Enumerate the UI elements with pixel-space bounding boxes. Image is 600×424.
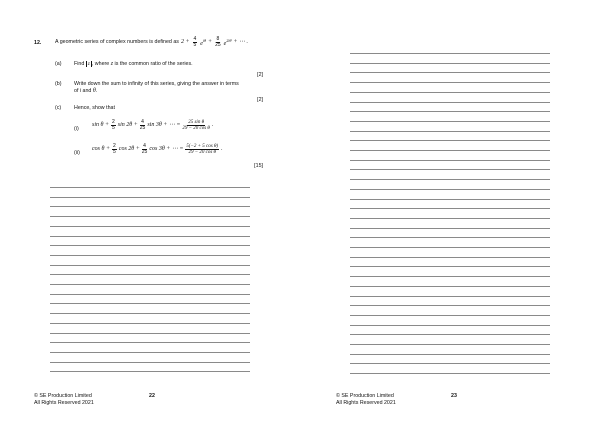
answer-line [350,247,550,248]
series-term-1-exp [200,38,206,48]
page-number: 23 [451,393,457,399]
answer-line [350,228,550,229]
part-c-i-rhs-den: 29 − 20 cos θ [182,126,210,132]
answer-line [50,274,250,275]
part-c-i-equation [92,120,213,131]
part-b-label: (b) [55,81,62,87]
part-c-i-rhs-num: 25 sin θ [188,120,205,125]
answer-line [350,63,550,64]
answer-line [350,334,550,335]
exam-page-23 [300,0,600,424]
answer-line [50,216,250,217]
part-c-ii-rhs-fraction [185,144,219,155]
answer-line [50,371,250,372]
answer-line [350,82,550,83]
answer-line [350,344,550,345]
series-term-1-numerator: 4 [193,36,197,42]
part-c-ii-term-1: cos 2θ + [118,146,140,153]
part-b-line-1: Write down the sum to infinity of this series, giving the answer in terms [74,81,239,87]
part-c-label: (c) [55,105,62,111]
series-term-1-base: e [200,40,203,47]
question-intro-text: A geometric series of complex numbers is defined as [55,39,179,46]
answer-line [350,363,550,364]
part-b-theta: θ [92,88,96,94]
series-tail: + ⋯ . [233,39,248,46]
footer-rights: All Rights Reserved 2021 [34,400,94,406]
series-first-term: 2 + [180,39,190,46]
series-term-1-denominator: 5 [193,42,197,49]
part-c-i-label: (i) [74,126,79,132]
answer-line [50,313,250,314]
part-b-marks: [2] [257,97,263,103]
answer-line [350,276,550,277]
part-a-label: (a) [55,61,62,67]
part-c-i-fraction-1-den: 5 [112,125,115,132]
part-a-text-before: Find [74,61,85,67]
answer-line [50,284,250,285]
part-b-line-2-before: of i and [74,88,92,94]
part-c-ii-rhs-num: 5(−2 + 5 cos θ) [186,144,219,149]
series-term-2-power: 2iθ [226,37,232,43]
answer-line [50,333,250,334]
part-c-i-rhs-fraction [182,120,210,131]
part-a-text-end: is the common ratio of the series. [114,61,193,67]
part-c-ii-term-2: cos 3θ + ⋯ = [149,146,184,153]
page-number: 22 [149,393,155,399]
answer-line [350,257,550,258]
footer-company: © SE Production Limited [336,393,394,399]
part-c-ii-label: (ii) [74,150,80,156]
answer-line [350,266,550,267]
answer-line [350,296,550,297]
answer-line [350,169,550,170]
part-c-i-end: . [211,122,214,129]
question-intro-line [55,37,248,48]
answer-line [50,206,250,207]
answer-line [350,305,550,306]
series-term-2-numerator: 8 [216,36,220,42]
answer-line [50,352,250,353]
part-c-i-term-1: sin 2θ + [117,122,138,129]
footer-rights: All Rights Reserved 2021 [336,400,396,406]
series-term-2-base: e [223,40,227,47]
answer-line [350,208,550,209]
answer-line [50,187,250,188]
answer-line [50,362,250,363]
answer-line [50,303,250,304]
answer-line [350,189,550,190]
part-c-i-term-2: sin 3θ + ⋯ = [147,122,181,129]
answer-line [350,160,550,161]
answer-line [350,111,550,112]
part-c-ii-fraction-2 [142,144,148,155]
series-term-1-fraction [193,37,198,48]
answer-line [350,354,550,355]
part-c-i-fraction-2-num: 4 [141,119,144,125]
part-c-ii-fraction-1-num: 2 [113,143,116,149]
question-number: 12. [34,40,42,46]
answer-line [50,323,250,324]
answer-line [350,102,550,103]
part-c-i-fraction-2 [140,120,146,131]
series-term-2-denominator: 25 [215,42,221,49]
part-c-ii-lhs: cos θ + [92,146,110,153]
answer-line [50,342,250,343]
footer-company: © SE Production Limited [34,393,92,399]
answer-line [350,53,550,54]
part-c-ii-fraction-2-num: 4 [143,143,146,149]
part-c-ii-fraction-1-den: 5 [113,149,116,156]
part-a-modulus: z [87,61,90,67]
answer-line [350,218,550,219]
part-c-ii-rhs-den: 29 − 20 cos θ [188,150,216,156]
answer-line [350,373,550,374]
part-c-i-lhs: sin θ + [92,122,109,129]
answer-line [350,121,550,122]
answer-line [350,150,550,151]
answer-line [350,179,550,180]
part-c-i-fraction-1-num: 2 [112,119,115,125]
part-a-text [74,61,193,68]
part-c-marks: [15] [254,163,263,169]
part-c-ii-equation [92,144,223,155]
answer-line [50,294,250,295]
series-plus-sign: + [208,39,213,46]
answer-line [50,197,250,198]
answer-line [350,199,550,200]
answer-line [350,325,550,326]
answer-line [350,286,550,287]
part-c-ii-end: . [221,146,223,153]
answer-line [350,237,550,238]
part-c-ii-fraction-1 [112,144,117,155]
part-b-line-2 [74,88,97,95]
answer-line [50,265,250,266]
part-c-i-fraction-1 [111,120,116,131]
answer-line [50,245,250,246]
answer-line [350,131,550,132]
answer-line [350,92,550,93]
answer-line [350,140,550,141]
series-term-2-exp [224,38,232,48]
part-a-variable: z [110,61,114,67]
part-c-ii-fraction-2-den: 25 [141,149,148,156]
series-term-2-fraction [215,37,221,48]
part-a-text-after: , where [91,61,110,67]
answer-line [50,255,250,256]
part-c-i-fraction-2-den: 25 [139,125,146,132]
answer-line [50,236,250,237]
series-term-1-power: iθ [202,37,207,43]
answer-line [350,72,550,73]
part-c-text: Hence, show that [74,105,115,111]
part-a-marks: [2] [257,72,263,78]
answer-line [50,226,250,227]
answer-line [350,315,550,316]
part-b-line-2-end: . [95,88,98,94]
